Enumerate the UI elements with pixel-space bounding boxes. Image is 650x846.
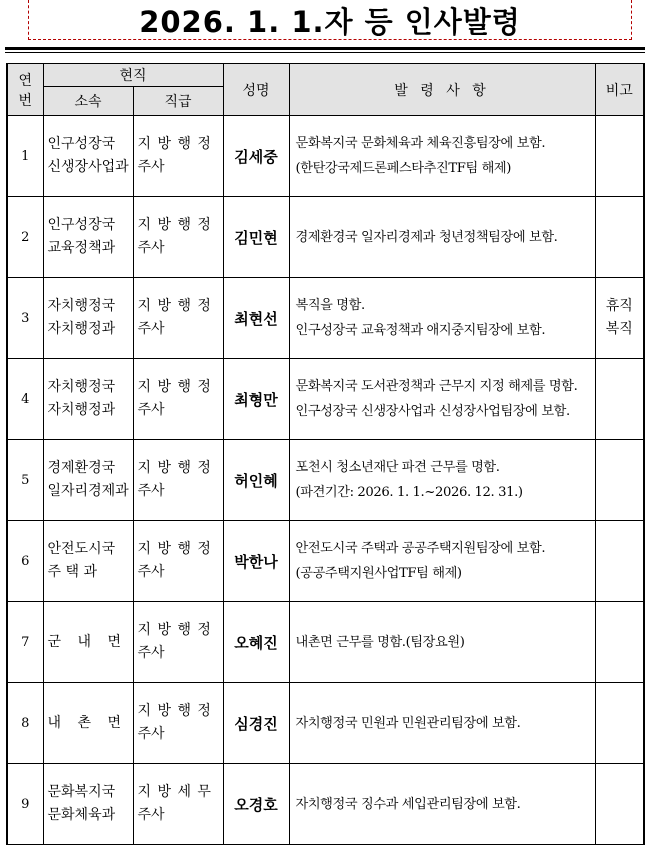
table-row — [7, 440, 644, 521]
rank-line: 지 방 행 정 — [137, 379, 212, 395]
person-name: 허인혜 — [223, 440, 289, 521]
table-row — [7, 197, 644, 278]
rank-line: 지 방 행 정 — [137, 217, 212, 233]
matter-line: 인구성장국 교육정책과 애지중지팀장에 보함. — [295, 323, 546, 338]
rank-cell — [133, 683, 223, 764]
rank-line: 주사 — [137, 483, 165, 499]
department-line: 군 내 면 — [47, 633, 127, 650]
matter-line: 문화복지국 도서관정책과 근무지 지정 해제를 명함. — [295, 379, 578, 394]
department-cell — [43, 116, 133, 197]
row-number: 3 — [7, 278, 43, 359]
note-cell — [595, 602, 644, 683]
note-cell — [595, 440, 644, 521]
department-line: 인구성장국 — [47, 217, 116, 233]
note-cell — [595, 521, 644, 602]
department-line: 내 촌 면 — [47, 714, 127, 731]
note-cell — [595, 359, 644, 440]
person-name: 김세중 — [223, 116, 289, 197]
department-cell — [43, 278, 133, 359]
department-line: 문화복지국 — [47, 784, 116, 800]
rank-line: 지 방 행 정 — [137, 460, 212, 476]
department-line: 일자리경제과 — [47, 483, 129, 499]
table-row — [7, 602, 644, 683]
department-line: 자치행정국 — [47, 298, 116, 314]
rank-line: 주사 — [137, 159, 165, 175]
appointment-matter — [289, 521, 595, 602]
title-box — [28, 0, 632, 40]
person-name: 오혜진 — [223, 602, 289, 683]
matter-line: 포천시 청소년재단 파견 근무를 명함. — [295, 460, 500, 475]
matter-line: 자치행정국 민원과 민원관리팀장에 보함. — [295, 715, 521, 731]
row-number: 1 — [7, 116, 43, 197]
table-row — [7, 764, 644, 845]
note-line: 복직 — [605, 321, 633, 337]
rank-line: 지 방 행 정 — [137, 703, 212, 719]
row-number: 5 — [7, 440, 43, 521]
table-row — [7, 116, 644, 197]
department-line: 교육정책과 — [47, 240, 116, 256]
rank-line: 주사 — [137, 564, 165, 580]
rank-cell — [133, 521, 223, 602]
person-name: 심경진 — [223, 683, 289, 764]
rank-line: 지 방 행 정 — [137, 541, 212, 557]
rank-line: 지 방 행 정 — [137, 622, 212, 638]
department-cell — [43, 521, 133, 602]
department-line: 문화체육과 — [47, 807, 116, 823]
person-name: 박한나 — [223, 521, 289, 602]
person-name: 최현선 — [223, 278, 289, 359]
header-dept: 소속 — [43, 87, 133, 116]
rank-cell — [133, 116, 223, 197]
department-cell — [43, 683, 133, 764]
header-name: 성명 — [223, 64, 289, 116]
rank-line: 주사 — [137, 726, 165, 742]
table-row — [7, 359, 644, 440]
department-cell — [43, 359, 133, 440]
matter-line: 내촌면 근무를 명함.(팀장요원) — [295, 634, 465, 650]
matter-line: (파견기간: 2026. 1. 1.~2026. 12. 31.) — [295, 485, 523, 500]
department-line: 자치행정국 — [47, 379, 116, 395]
table-row — [7, 683, 644, 764]
header-current: 현직 — [43, 64, 223, 87]
appointment-matter — [289, 116, 595, 197]
header-note: 비고 — [595, 64, 644, 116]
matter-line: 자치행정국 징수과 세입관리팀장에 보함. — [295, 796, 521, 812]
rank-line: 지 방 행 정 — [137, 298, 212, 314]
table-row — [7, 521, 644, 602]
matter-line: 안전도시국 주택과 공공주택지원팀장에 보함. — [295, 541, 546, 556]
rank-cell — [133, 278, 223, 359]
department-cell — [43, 602, 133, 683]
rank-line: 지 방 세 무 — [137, 784, 212, 800]
matter-line: (공공주택지원사업TF팀 해제) — [295, 566, 462, 581]
rank-line: 주사 — [137, 321, 165, 337]
note-cell — [595, 278, 644, 359]
department-line: 주 택 과 — [47, 564, 97, 580]
matter-line: 경제환경국 일자리경제과 청년정책팀장에 보함. — [295, 229, 558, 245]
matter-line: 문화복지국 문화체육과 체육진흥팀장에 보함. — [295, 136, 546, 151]
note-cell — [595, 116, 644, 197]
department-line: 안전도시국 — [47, 541, 116, 557]
header-matter: 발 령 사 항 — [289, 64, 595, 116]
rank-line: 주사 — [137, 240, 165, 256]
appointment-matter — [289, 359, 595, 440]
page-title: 2026. 1. 1.자 등 인사발령 — [139, 5, 521, 39]
appointment-matter — [289, 764, 595, 845]
person-name: 김민현 — [223, 197, 289, 278]
rank-cell — [133, 359, 223, 440]
note-cell — [595, 764, 644, 845]
row-number: 8 — [7, 683, 43, 764]
appointment-matter — [289, 440, 595, 521]
row-number: 2 — [7, 197, 43, 278]
appointment-matter — [289, 602, 595, 683]
department-line: 신생장사업과 — [47, 159, 129, 175]
person-name: 오경호 — [223, 764, 289, 845]
department-cell — [43, 764, 133, 845]
rank-line: 주사 — [137, 807, 165, 823]
department-cell — [43, 197, 133, 278]
appointment-matter — [289, 197, 595, 278]
table-row — [7, 278, 644, 359]
personnel-table — [6, 63, 645, 845]
rank-line: 주사 — [137, 645, 165, 661]
row-number: 4 — [7, 359, 43, 440]
matter-line: 복직을 명함. — [295, 298, 365, 313]
department-line: 경제환경국 — [47, 460, 116, 476]
header-no: 연 번 — [7, 64, 43, 116]
header-rank: 직급 — [133, 87, 223, 116]
matter-line: 인구성장국 신생장사업과 신성장사업팀장에 보함. — [295, 404, 570, 419]
row-number: 9 — [7, 764, 43, 845]
rank-line: 주사 — [137, 402, 165, 418]
note-cell — [595, 683, 644, 764]
appointment-matter — [289, 683, 595, 764]
appointment-matter — [289, 278, 595, 359]
department-cell — [43, 440, 133, 521]
title-rule-thick — [5, 47, 645, 50]
note-line: 휴직 — [605, 298, 633, 314]
title-rule-thin — [5, 52, 645, 53]
department-line: 자치행정과 — [47, 402, 116, 418]
rank-cell — [133, 764, 223, 845]
row-number: 6 — [7, 521, 43, 602]
department-line: 인구성장국 — [47, 136, 116, 152]
department-line: 자치행정과 — [47, 321, 116, 337]
row-number: 7 — [7, 602, 43, 683]
rank-cell — [133, 197, 223, 278]
rank-cell — [133, 602, 223, 683]
note-cell — [595, 197, 644, 278]
matter-line: (한탄강국제드론페스타추진TF팀 해제) — [295, 161, 512, 176]
rank-line: 지 방 행 정 — [137, 136, 212, 152]
person-name: 최형만 — [223, 359, 289, 440]
rank-cell — [133, 440, 223, 521]
